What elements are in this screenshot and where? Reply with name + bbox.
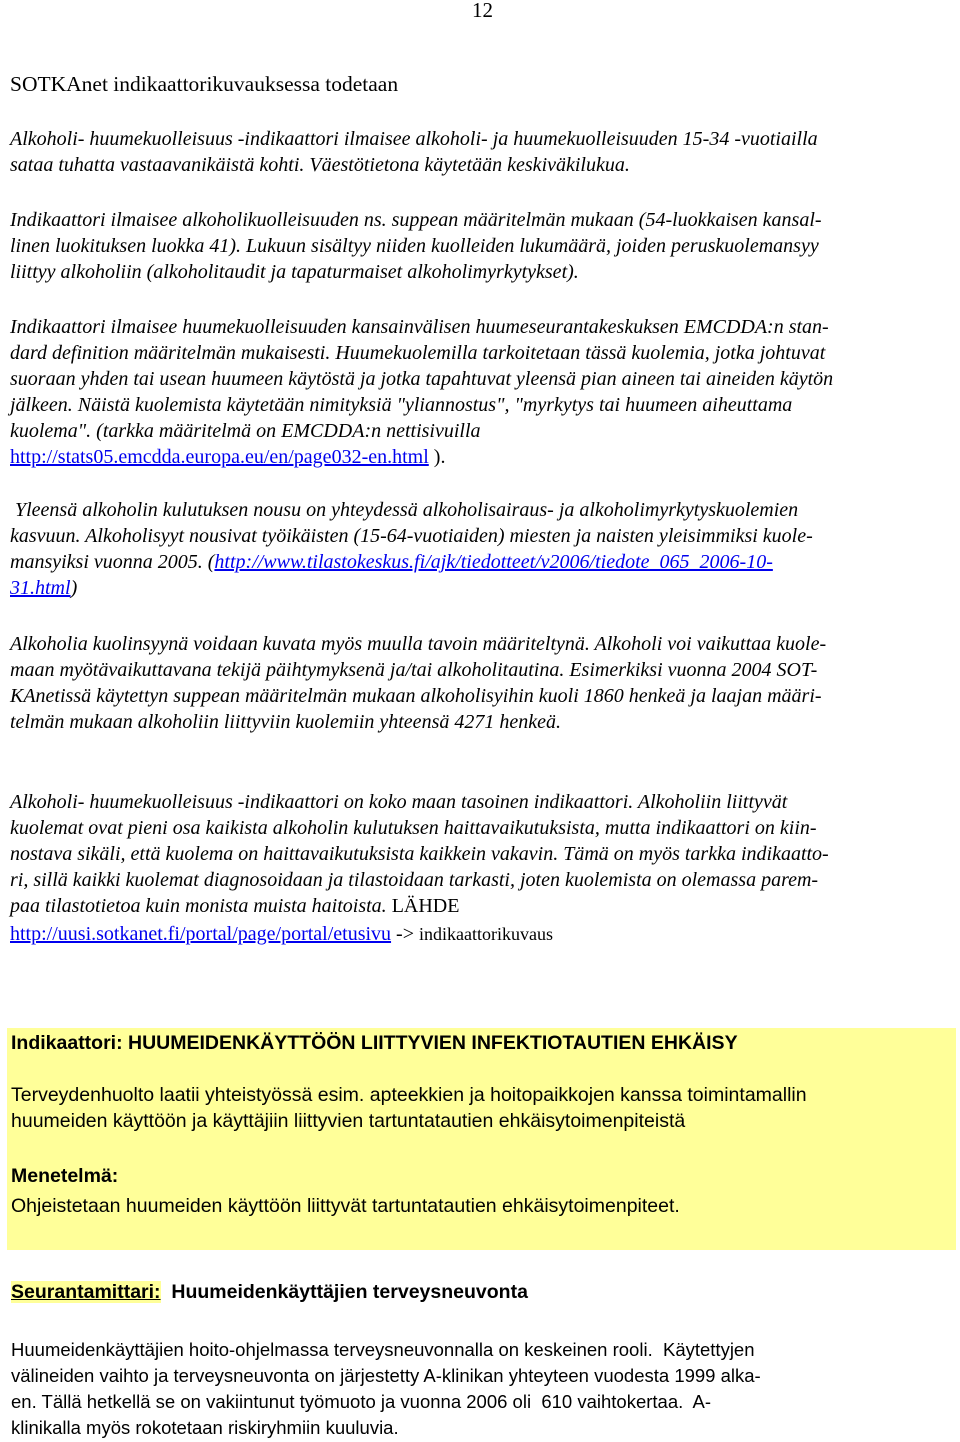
monitoring-value: Huumeidenkäyttäjien terveysneuvonta	[160, 1281, 528, 1303]
method-text: Ohjeistetaan huumeiden käyttöön liittyvät tartuntatautien ehkäisytoimenpiteet.	[11, 1195, 680, 1217]
text-line	[10, 921, 829, 947]
tilastokeskus-link[interactable]: http://www.tilastokeskus.fi/ajk/tiedotteet/v2006/tiedote_065_2006-10-	[214, 551, 773, 573]
indicator-description	[11, 1082, 807, 1134]
paragraph-cause-of-death	[10, 631, 826, 735]
arrow-text: ->	[391, 923, 419, 945]
text-fragment: indikaattorikuvaus	[419, 924, 553, 944]
text-line	[10, 444, 833, 470]
monitoring-metric	[11, 1279, 528, 1305]
text-line: KAnetissä käytettyn suppean määritelmän mukaan alkoholisyihin kuoli 1860 henkeä ja laajan määri-	[10, 685, 822, 707]
text-line: sataa tuhatta vastaavanikäistä kohti. Väestötietona käytetään keskiväkilukua.	[10, 154, 630, 176]
section-heading: SOTKAnet indikaattorikuvauksessa todetaan	[10, 72, 399, 96]
text-line: Indikaattori ilmaisee alkoholikuolleisuuden ns. suppean määritelmän mukaan (54-luokkaisen kansal-	[10, 209, 822, 231]
indicator-box	[7, 1028, 956, 1250]
text-fragment: ).	[428, 446, 446, 468]
text-line: klinikalla myös rokotetaan riskiryhmiin kuuluvia.	[11, 1417, 399, 1438]
text-line: Yleensä alkoholin kulutuksen nousu on yhteydessä alkoholisairaus- ja alkoholimyrkytyskuolemien	[10, 499, 799, 521]
paragraph-drug-indicator	[10, 314, 833, 470]
text-line	[10, 575, 813, 601]
paragraph-alcohol-indicator	[10, 207, 822, 285]
text-line: Alkoholi- huumekuolleisuus -indikaattori ilmaisee alkoholi- ja huumekuolleisuuden 15-34 -vuotiailla	[10, 128, 818, 150]
text-line	[10, 549, 813, 575]
text-line: nostava sikäli, että kuolema on haittavaikutuksista kaikkein vakavin. Tämä on myös tarkka indikaatto-	[10, 843, 829, 865]
indicator-title: Indikaattori: HUUMEIDENKÄYTTÖÖN LIITTYVIEN INFEKTIOTAUTIEN EHKÄISY	[11, 1032, 738, 1054]
paragraph-consumption	[10, 497, 813, 601]
text-fragment: mansyiksi vuonna 2005. (	[10, 551, 215, 573]
monitoring-label: Seurantamittari:	[11, 1281, 161, 1303]
paragraph-health-counselling	[11, 1337, 951, 1441]
page-number: 12	[472, 0, 493, 22]
text-line: huumeiden käyttöön ja käyttäjiin liittyvien tartuntatautien ehkäisytoimenpiteistä	[11, 1110, 686, 1132]
text-line: kuolemat ovat pieni osa kaikista alkoholin kulutuksen haittavaikutuksista, mutta indikaattori on kiin-	[10, 817, 817, 839]
text-line: jälkeen. Näistä kuolemista käytetään nimityksiä "yliannostus", "myrkytys tai huumeen aiheuttama	[10, 394, 793, 416]
text-line: telmän mukaan alkoholiin liittyviin kuolemiin yhteensä 4271 henkeä.	[10, 711, 561, 733]
emcdda-link[interactable]: http://stats05.emcdda.europa.eu/en/page032-en.html	[10, 446, 429, 468]
sotkanet-link[interactable]: http://uusi.sotkanet.fi/portal/page/portal/etusivu	[10, 923, 392, 945]
text-line: suoraan yhden tai usean huumeen käytöstä ja jotka tapahtuvat yleensä pian aineen tai aineiden käytön	[10, 368, 834, 390]
text-line: Indikaattori ilmaisee huumekuolleisuuden kansainvälisen huumeseurantakeskuksen EMCDDA:n stan-	[10, 316, 829, 338]
paragraph-national-indicator	[10, 789, 829, 947]
text-line: linen luokituksen luokka 41). Lukuun sisältyy niiden kuolleiden lukumäärä, joiden peruskuolemansyy	[10, 235, 819, 257]
text-line: maan myötävaikuttavana tekijä päihtymyksenä ja/tai alkoholitautina. Esimerkiksi vuonna 2004 SOT-	[10, 659, 818, 681]
text-line: Huumeidenkäyttäjien hoito-ohjelmassa terveysneuvonnalla on keskeinen rooli. Käytettyjen	[11, 1339, 755, 1360]
text-line: en. Tällä hetkellä se on vakiintunut työmuoto ja vuonna 2006 oli 610 vaihtokertaa. A-	[11, 1391, 712, 1412]
paragraph-definition	[10, 126, 818, 178]
text-line: Terveydenhuolto laatii yhteistyössä esim. apteekkien ja hoitopaikkojen kanssa toimintamallin	[11, 1084, 807, 1106]
text-fragment: paa tilastotietoa kuin monista muista haitoista.	[10, 895, 387, 917]
text-line	[10, 893, 829, 919]
text-line: liittyy alkoholiin (alkoholitaudit ja tapaturmaiset alkoholimyrkytykset).	[10, 261, 579, 283]
tilastokeskus-link-continued[interactable]: 31.html	[10, 577, 71, 599]
text-line: ri, sillä kaikki kuolemat diagnosoidaan ja tilastoidaan tarkasti, joten kuolemista on olemassa parem-	[10, 869, 819, 891]
text-line: kasvuun. Alkoholisyyt nousivat työikäisten (15-64-vuotiaiden) miesten ja naisten yleisimmiksi kuole-	[10, 525, 813, 547]
text-line: kuolema". (tarkka määritelmä on EMCDDA:n nettisivuilla	[10, 420, 481, 442]
text-line: dard definition määritelmän mukaisesti. Huumekuolemilla tarkoitetaan tässä kuolemia, jotka johtuvat	[10, 342, 826, 364]
text-line: välineiden vaihto ja terveysneuvonta on järjestetty A-klinikan yhteyteen vuodesta 1999 alka-	[11, 1365, 761, 1386]
method-label: Menetelmä:	[11, 1165, 119, 1187]
text-line: Alkoholia kuolinsyynä voidaan kuvata myös muulla tavoin määriteltynä. Alkoholi voi vaikuttaa kuole-	[10, 633, 827, 655]
source-label: LÄHDE	[386, 895, 460, 917]
text-fragment: )	[70, 577, 78, 599]
text-line: Alkoholi- huumekuolleisuus -indikaattori on koko maan tasoinen indikaattori. Alkoholiin liittyvät	[10, 791, 788, 813]
